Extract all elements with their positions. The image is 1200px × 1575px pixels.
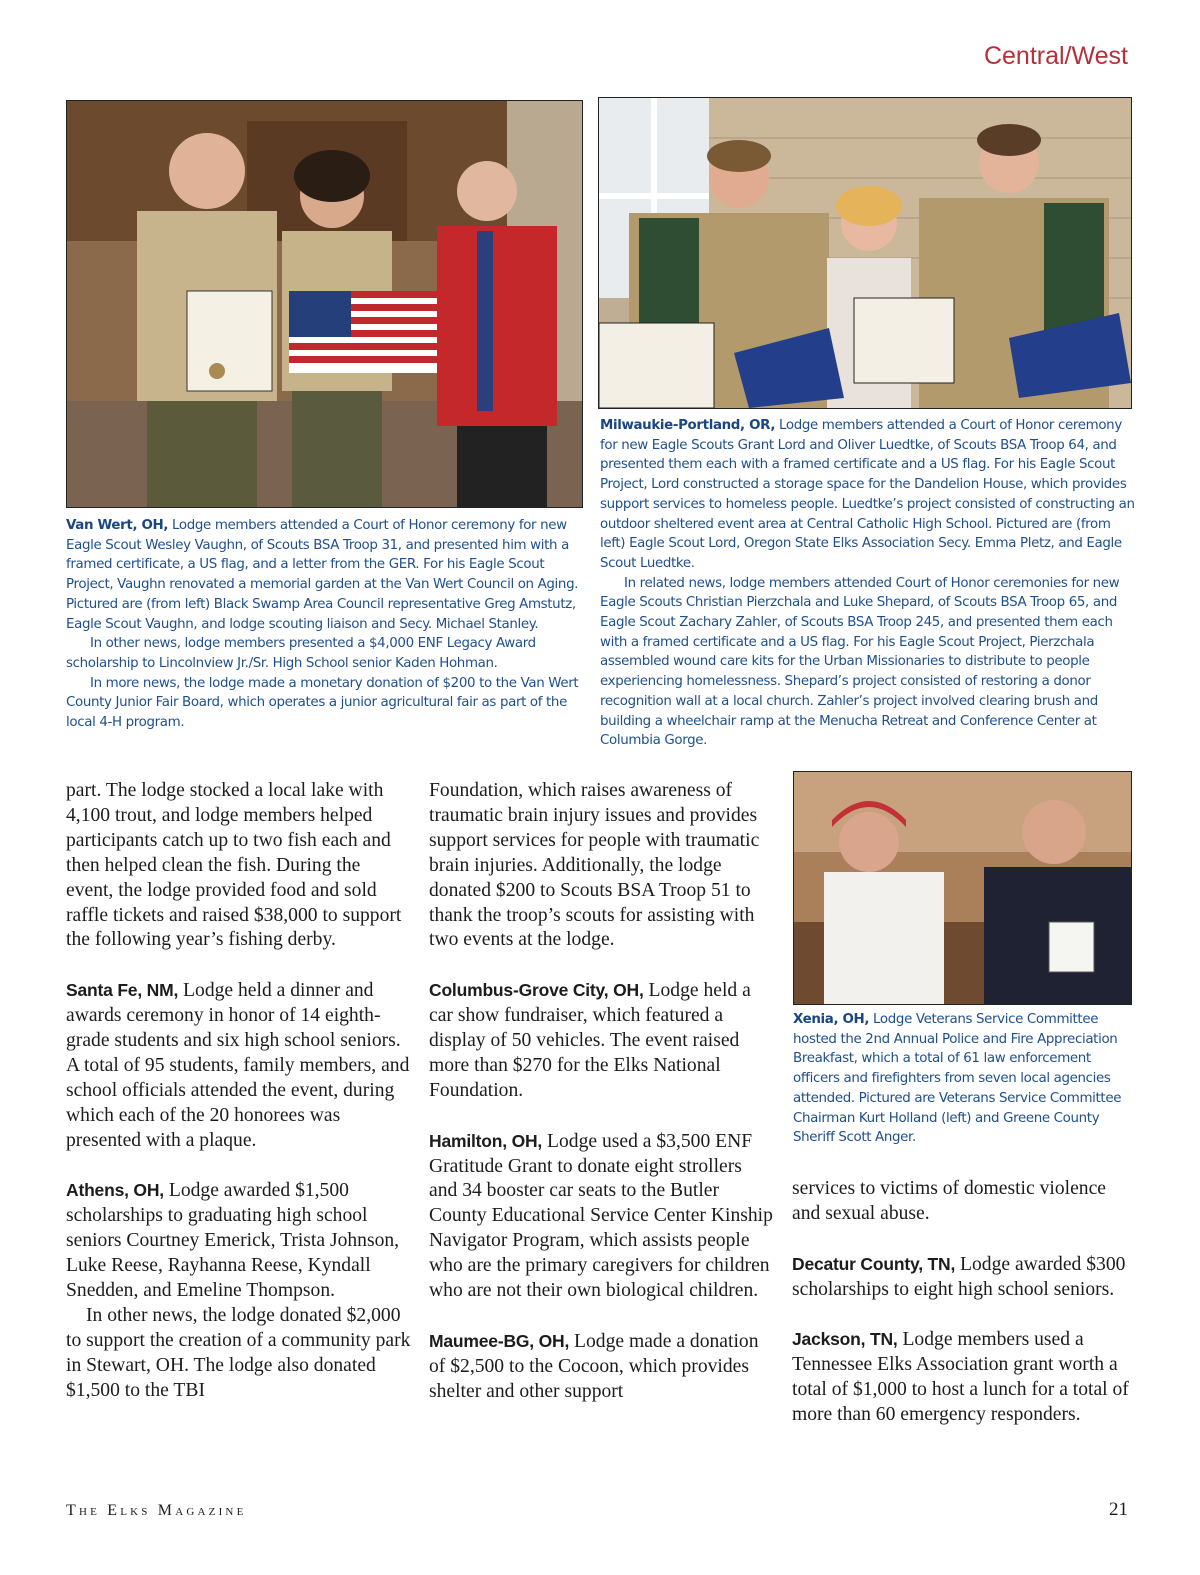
caption-paragraph: In related news, lodge members attended Court of Honor ceremonies for new Eagle Scouts Christian Pierzchala and Luke Shepard, of Scouts BSA Troop 65, and Eagle Scout Zachary Zahler, of Scouts BSA Troop 245, and presented them each with a framed certificate and a US flag. For his Eagle Scout Project, Pierzchala assembled wound care kits for the Urban Missionaries to distribute to people experiencing homelessness. Shepard’s project consisted of restoring a donor recognition wall at a local church. Zahler’s project involved clearing brush and building a wheelchair ramp at the Menucha Retreat and Conference Center at Columbia Gorge.: [600, 575, 1120, 749]
caption-paragraph: In more news, the lodge made a monetary donation of $200 to the Van Wert County Junior Fair Board, which operates a junior agricultural fair as part of the local 4-H program.: [66, 675, 579, 731]
article-text: Lodge held a car show fundraiser, which featured a display of 50 vehicles. The event raised more than $270 for the Elks National Foundation.: [429, 980, 751, 1101]
milwaukie-portland-photo: [598, 97, 1132, 409]
page-number: 21: [1109, 1499, 1128, 1520]
article-text: Lodge awarded $1,500 scholarships to graduating high school seniors Courtney Emerick, Trista Johnson, Luke Reese, Rayhanna Reese, Kyndall Snedden, and Emeline Thompson.: [66, 1180, 400, 1302]
caption-location: Van Wert, OH,: [66, 518, 169, 533]
article-column-2: [429, 779, 774, 1405]
section-title: Central/West: [983, 42, 1128, 70]
magazine-name: The Elks Magazine: [66, 1502, 247, 1519]
caption-location: Milwaukie-Portland, OR,: [600, 418, 776, 433]
lodge-heading: Santa Fe, NM,: [66, 980, 179, 1001]
article-paragraph: [66, 978, 411, 1153]
article-paragraph: Foundation, which raises awareness of traumatic brain injury issues and provides support services for people with traumatic brain injuries. Additionally, the lodge donated $200 to Scouts BSA Troop 51 to thank the troop’s scouts for assisting with two events at the lodge.: [429, 780, 760, 951]
lodge-heading: Jackson, TN,: [792, 1329, 898, 1350]
article-text: Lodge members used a Tennessee Elks Association grant worth a total of $1,000 to host a lunch for a total of more than 60 emergency responders.: [792, 1329, 1129, 1426]
caption-text: Lodge members attended a Court of Honor ceremony for new Eagle Scouts Grant Lord and Oliver Luedtke, of Scouts BSA Troop 64, and presented them each with a framed certificate and a US flag. For his Eagle Scout Project, Lord constructed a storage space for the Dandelion House, which provides support services to homeless people. Luedtke’s project consisted of constructing an outdoor sheltered event area at Central Catholic High School. Pictured are (from left) Eagle Scout Lord, Oregon State Elks Association Secy. Emma Pletz, and Eagle Scout Luedtke.: [600, 418, 1135, 571]
article-text: Lodge awarded $300 scholarships to eight high school seniors.: [792, 1253, 1126, 1300]
lodge-heading: Columbus-Grove City, OH,: [429, 980, 644, 1001]
lodge-heading: Maumee-BG, OH,: [429, 1330, 570, 1351]
van-wert-caption: [66, 516, 586, 733]
article-paragraph: [66, 1178, 411, 1304]
article-column-1: [66, 779, 411, 1404]
article-paragraph: [792, 1252, 1137, 1303]
van-wert-photo: [66, 100, 583, 508]
lodge-heading: Athens, OH,: [66, 1180, 164, 1201]
xenia-photo: [793, 771, 1132, 1005]
xenia-caption: [793, 1010, 1138, 1148]
article-paragraph: [429, 1329, 774, 1405]
caption-text: Lodge Veterans Service Committee hosted the 2nd Annual Police and Fire Appreciation Breakfast, which a total of 61 law enforcement officers and firefighters from seven local agencies attended. Pictured are Veterans Service Committee Chairman Kurt Holland (left) and Greene County Sheriff Scott Anger.: [793, 1012, 1122, 1146]
article-text: Lodge made a donation of $2,500 to the Cocoon, which provides shelter and other support: [429, 1330, 759, 1402]
article-paragraph: [429, 1129, 774, 1304]
milwaukie-portland-caption: [600, 416, 1135, 751]
article-text: Lodge used a $3,500 ENF Gratitude Grant to donate eight strollers and 34 booster car seats to the Butler County Educational Service Center Kinship Navigator Program, which assists people who are the primary caregivers for children who are not their own biological children.: [429, 1130, 773, 1302]
article-column-3: [792, 1177, 1137, 1428]
lodge-heading: Hamilton, OH,: [429, 1130, 543, 1151]
article-paragraph: services to victims of domestic violence and sexual abuse.: [792, 1178, 1106, 1224]
article-paragraph: part. The lodge stocked a local lake with 4,100 trout, and lodge members helped participants catch up to two fish each and then helped clean the fish. During the event, the lodge provided food and sold raffle tickets and raised $38,000 to support the following year’s fishing derby.: [66, 780, 402, 951]
caption-text: Lodge members attended a Court of Honor ceremony for new Eagle Scout Wesley Vaughn, of Scouts BSA Troop 31, and presented him with a framed certificate, a US flag, and a letter from the GER. For his Eagle Scout Project, Vaughn renovated a memorial garden at the Van Wert Council on Aging. Pictured are (from left) Black Swamp Area Council representative Greg Amstutz, Eagle Scout Vaughn, and lodge scouting liaison and Secy. Michael Stanley.: [66, 518, 579, 632]
lodge-heading: Decatur County, TN,: [792, 1253, 956, 1274]
caption-location: Xenia, OH,: [793, 1012, 870, 1027]
article-paragraph: In other news, the lodge donated $2,000 to support the creation of a community park in Stewart, OH. The lodge also donated $1,500 to the TBI: [66, 1305, 411, 1401]
article-paragraph: [429, 978, 774, 1104]
article-text: Lodge held a dinner and awards ceremony in honor of 14 eighth-grade students and six high school seniors. A total of 95 students, family members, and school officials attended the event, during which each of the 20 honorees was presented with a plaque.: [66, 980, 410, 1151]
article-paragraph: [792, 1327, 1137, 1428]
caption-paragraph: In other news, lodge members presented a $4,000 ENF Legacy Award scholarship to Lincolnview Jr./Sr. High School senior Kaden Hohman.: [66, 636, 536, 671]
